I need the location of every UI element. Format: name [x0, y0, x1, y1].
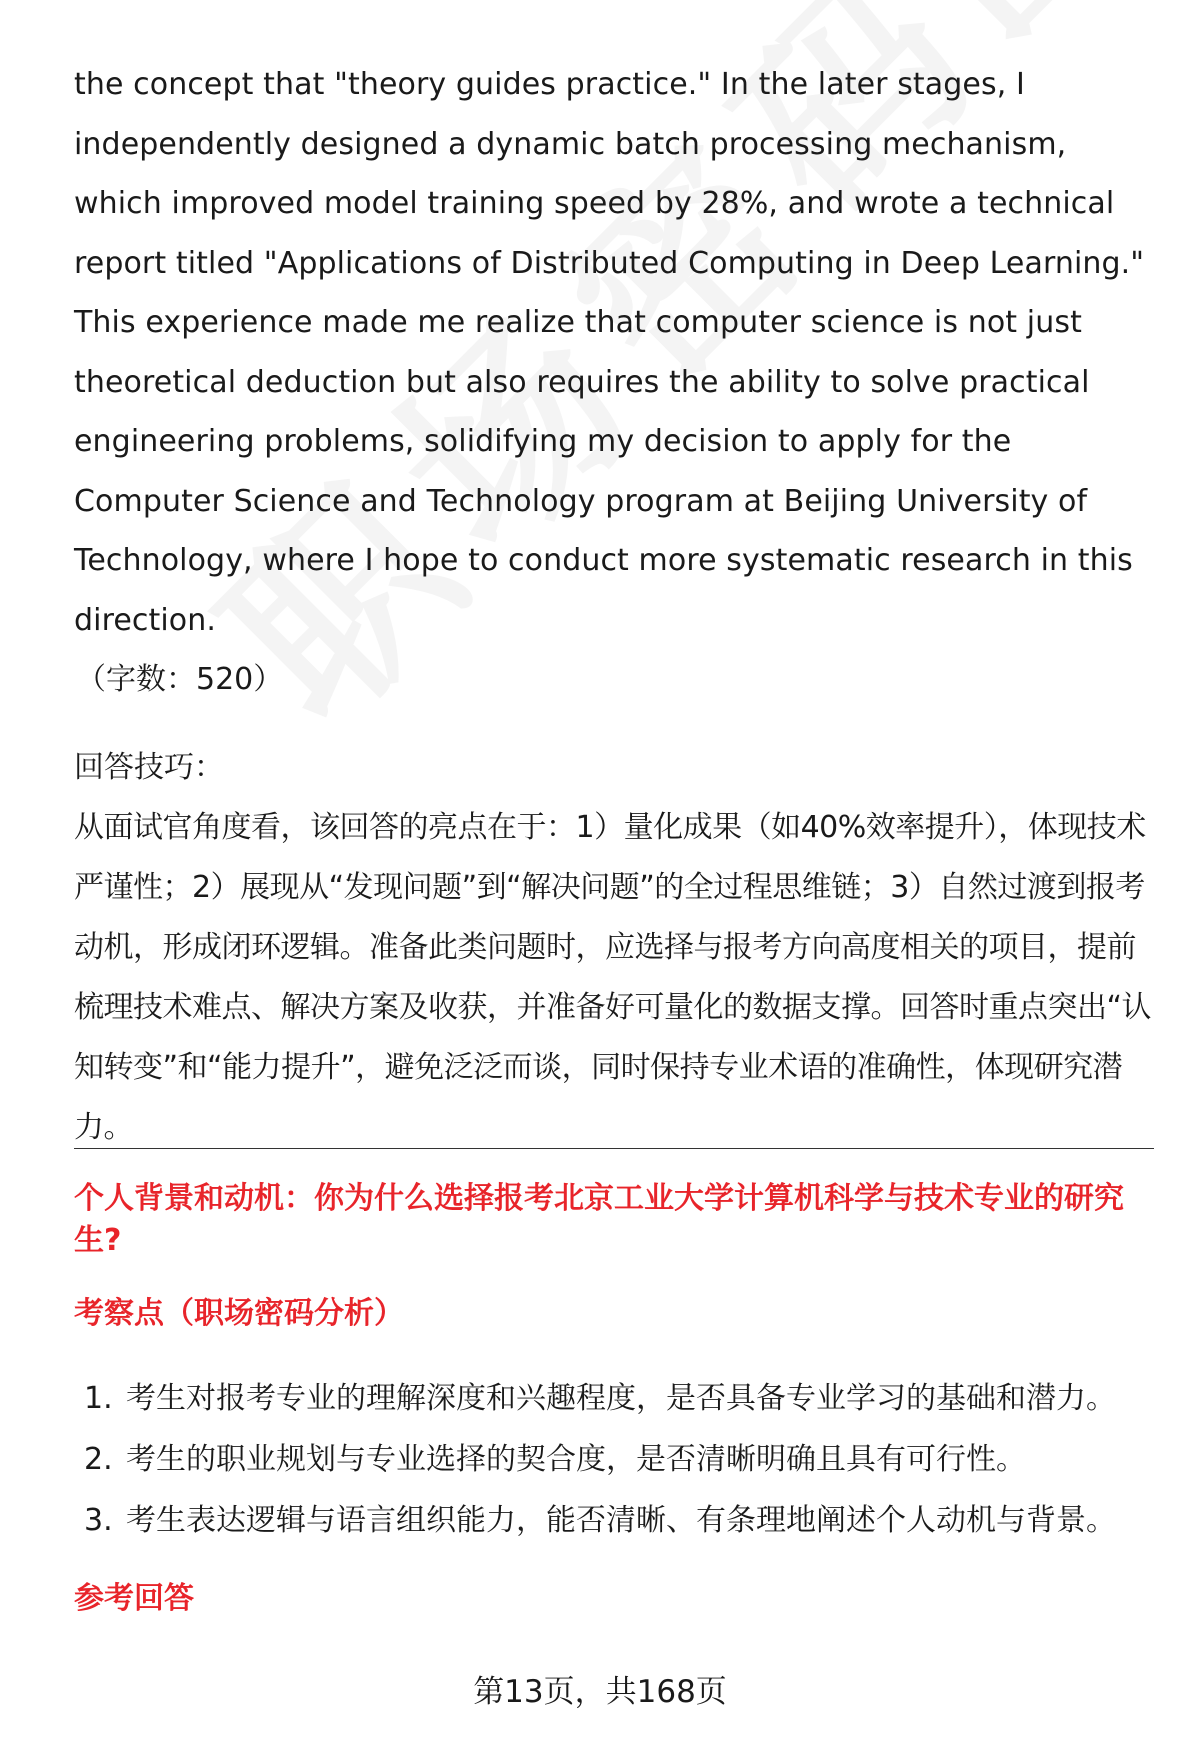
section-divider	[74, 1148, 1154, 1149]
english-paragraph: the concept that "theory guides practice." In the later stages, I independently designed a dynamic batch processing mechanism, which improved model training speed by 28%, and wrote a technical report titled "Applications of Distributed Computing in Deep Learning." This experience made me realize that computer science is not just theoretical deduction but also requires the ability to solve practical engineering problems, solidifying my decision to apply for the Computer Science and Technology program at Beijing University of Technology, where I hope to conduct more systematic research in this direction.	[74, 67, 1145, 638]
page-number-footer: 第13页，共168页	[473, 1674, 727, 1710]
analysis-heading: 考察点（职场密码分析）	[74, 1296, 404, 1331]
list-item	[74, 1490, 1154, 1551]
list-item	[74, 1429, 1154, 1490]
list-item-text: 考生的职业规划与专业选择的契合度，是否清晰明确且具有可行性。	[126, 1442, 1026, 1477]
main-content	[74, 55, 1154, 1158]
list-item-text: 考生表达逻辑与语言组织能力，能否清晰、有条理地阐述个人动机与背景。	[126, 1503, 1116, 1538]
list-item-number: 2.	[84, 1442, 113, 1477]
word-count: （字数：520）	[76, 662, 284, 697]
list-item-text: 考生对报考专业的理解深度和兴趣程度，是否具备专业学习的基础和潜力。	[126, 1381, 1116, 1416]
tips-heading: 回答技巧：	[74, 750, 224, 785]
question-title: 个人背景和动机：你为什么选择报考北京工业大学计算机科学与技术专业的研究生?	[74, 1181, 1124, 1258]
list-item	[74, 1368, 1154, 1429]
question-section	[74, 1178, 1154, 1619]
list-item-number: 3.	[84, 1503, 113, 1538]
reference-answer-heading: 参考回答	[74, 1581, 194, 1616]
tips-body: 从面试官角度看，该回答的亮点在于：1）量化成果（如40%效率提升），体现技术严谨性；2）展现从“发现问题”到“解决问题”的全过程思维链；3）自然过渡到报考动机，形成闭环逻辑。准备此类问题时，应选择与报考方向高度相关的项目，提前梳理技术难点、解决方案及收获，并准备好可量化的数据支撑。回答时重点突出“认知转变”和“能力提升”，避免泛泛而谈，同时保持专业术语的准确性，体现研究潜力。	[74, 810, 1152, 1145]
list-item-number: 1.	[84, 1381, 113, 1416]
analysis-points-list	[74, 1368, 1154, 1551]
